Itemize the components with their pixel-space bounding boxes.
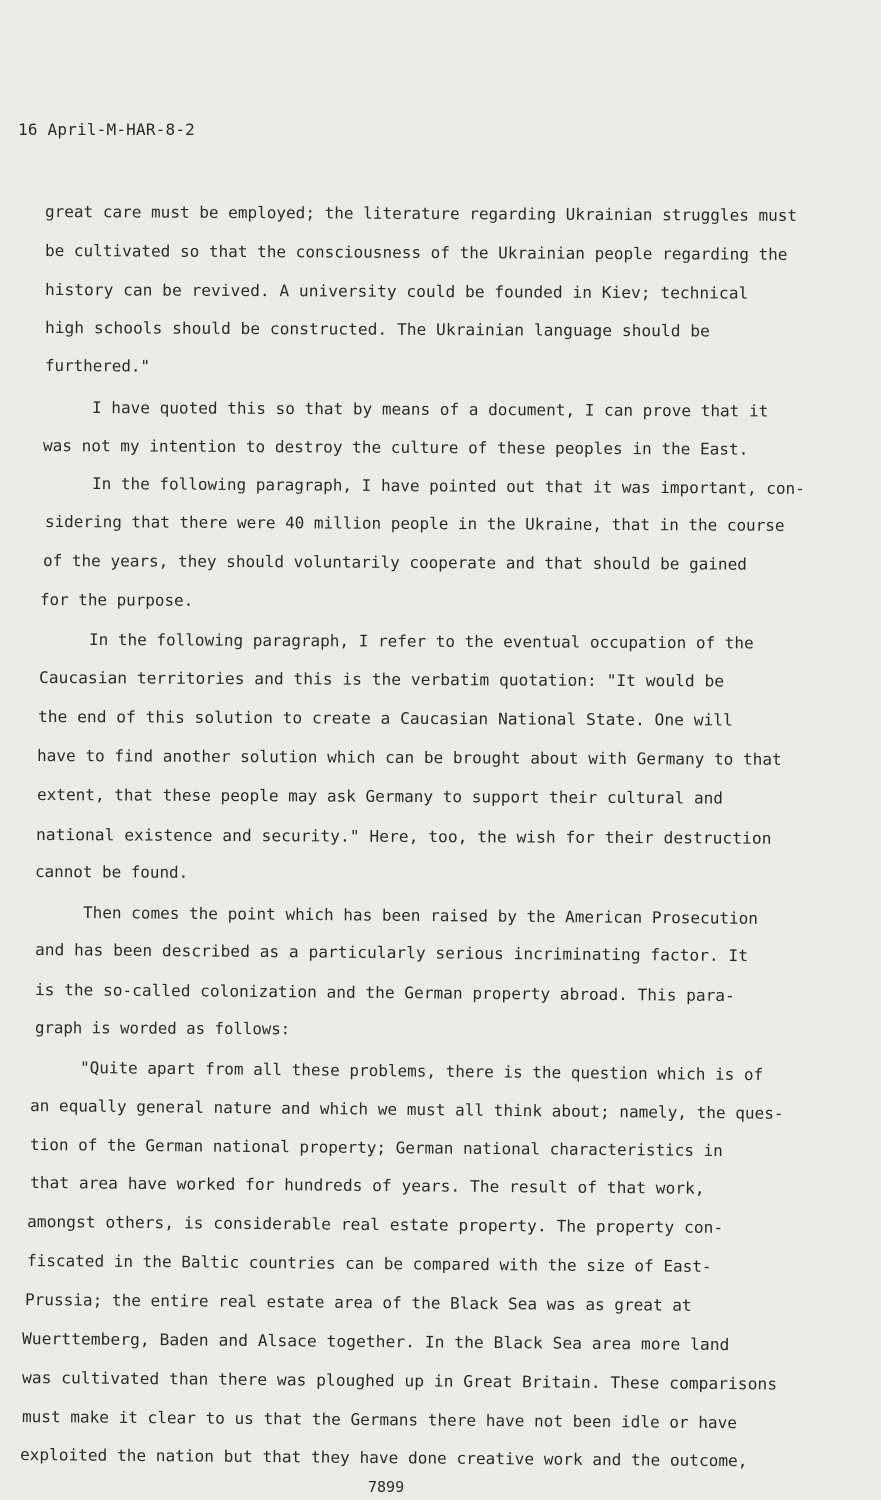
text-line: amongst others, is considerable real estate property. The property con-: [26, 1212, 724, 1237]
text-line: exploited the nation but that they have done creative work and the outcome,: [19, 1445, 748, 1471]
text-line: Then comes the point which has been raised by the American Prosecution: [82, 903, 759, 928]
text-line: fiscated in the Baltic countries can be compared with the size of East-: [26, 1251, 712, 1276]
text-line: In the following paragraph, I refer to the eventual occupation of the: [88, 630, 754, 653]
text-line: national existence and security." Here, too, the wish for their destruction: [35, 825, 772, 848]
text-line: was not my intention to destroy the culture of these peoples in the East.: [42, 436, 749, 459]
text-line: have to find another solution which can be brought about with Germany to that: [36, 746, 782, 769]
text-line: and has been described as a particularly serious incriminating factor. It: [34, 940, 749, 966]
text-line: In the following paragraph, I have pointed out that it was important, con-: [91, 474, 805, 498]
text-line: of the years, they should voluntarily cooperate and that should be gained: [42, 551, 747, 574]
text-line: tion of the German national property; German national characteristics in: [29, 1135, 723, 1161]
text-line: was cultivated than there was ploughed up in Great Britain. These comparisons: [21, 1368, 778, 1394]
text-line: history can be revived. A university could be founded in Kiev; technical: [44, 280, 749, 303]
text-line: that area have worked for hundreds of years. The result of that work,: [29, 1173, 705, 1198]
text-line: Caucasian territories and this is the verbatim quotation: "It would be: [38, 668, 725, 691]
text-line: great care must be employed; the literature regarding Ukrainian struggles must: [44, 202, 798, 225]
text-line: extent, that these people may ask Germany to support their cultural and: [36, 785, 724, 808]
text-line: be cultivated so that the consciousness of the Ukrainian people regarding the: [44, 241, 788, 264]
text-line: high schools should be constructed. The Ukrainian language should be: [44, 318, 710, 341]
page-number: 7899: [368, 1478, 405, 1496]
text-line: I have quoted this so that by means of a document, I can prove that it: [91, 398, 769, 421]
text-line: Prussia; the entire real estate area of the Black Sea was as great at: [24, 1290, 692, 1315]
text-line: is the so-called colonization and the German property abroad. This para-: [34, 980, 735, 1006]
text-line: must make it clear to us that the Germans there have not been idle or have: [21, 1407, 738, 1433]
text-line: the end of this solution to create a Caucasian National State. One will: [37, 707, 733, 730]
text-line: graph is worded as follows:: [34, 1018, 291, 1039]
text-line: for the purpose.: [39, 590, 194, 610]
text-line: sidering that there were 40 million people in the Ukraine, that in the course: [44, 512, 785, 535]
text-line: Wuerttemberg, Baden and Alsace together. In the Black Sea area more land: [21, 1329, 730, 1355]
text-line: furthered.": [44, 356, 151, 376]
text-line: "Quite apart from all these problems, there is the question which is of: [79, 1058, 764, 1085]
text-line: an equally general nature and which we must all think about; namely, the ques-: [29, 1096, 784, 1123]
text-line: cannot be found.: [34, 862, 189, 882]
page-reference: 16 April-M-HAR-8-2: [18, 120, 195, 139]
